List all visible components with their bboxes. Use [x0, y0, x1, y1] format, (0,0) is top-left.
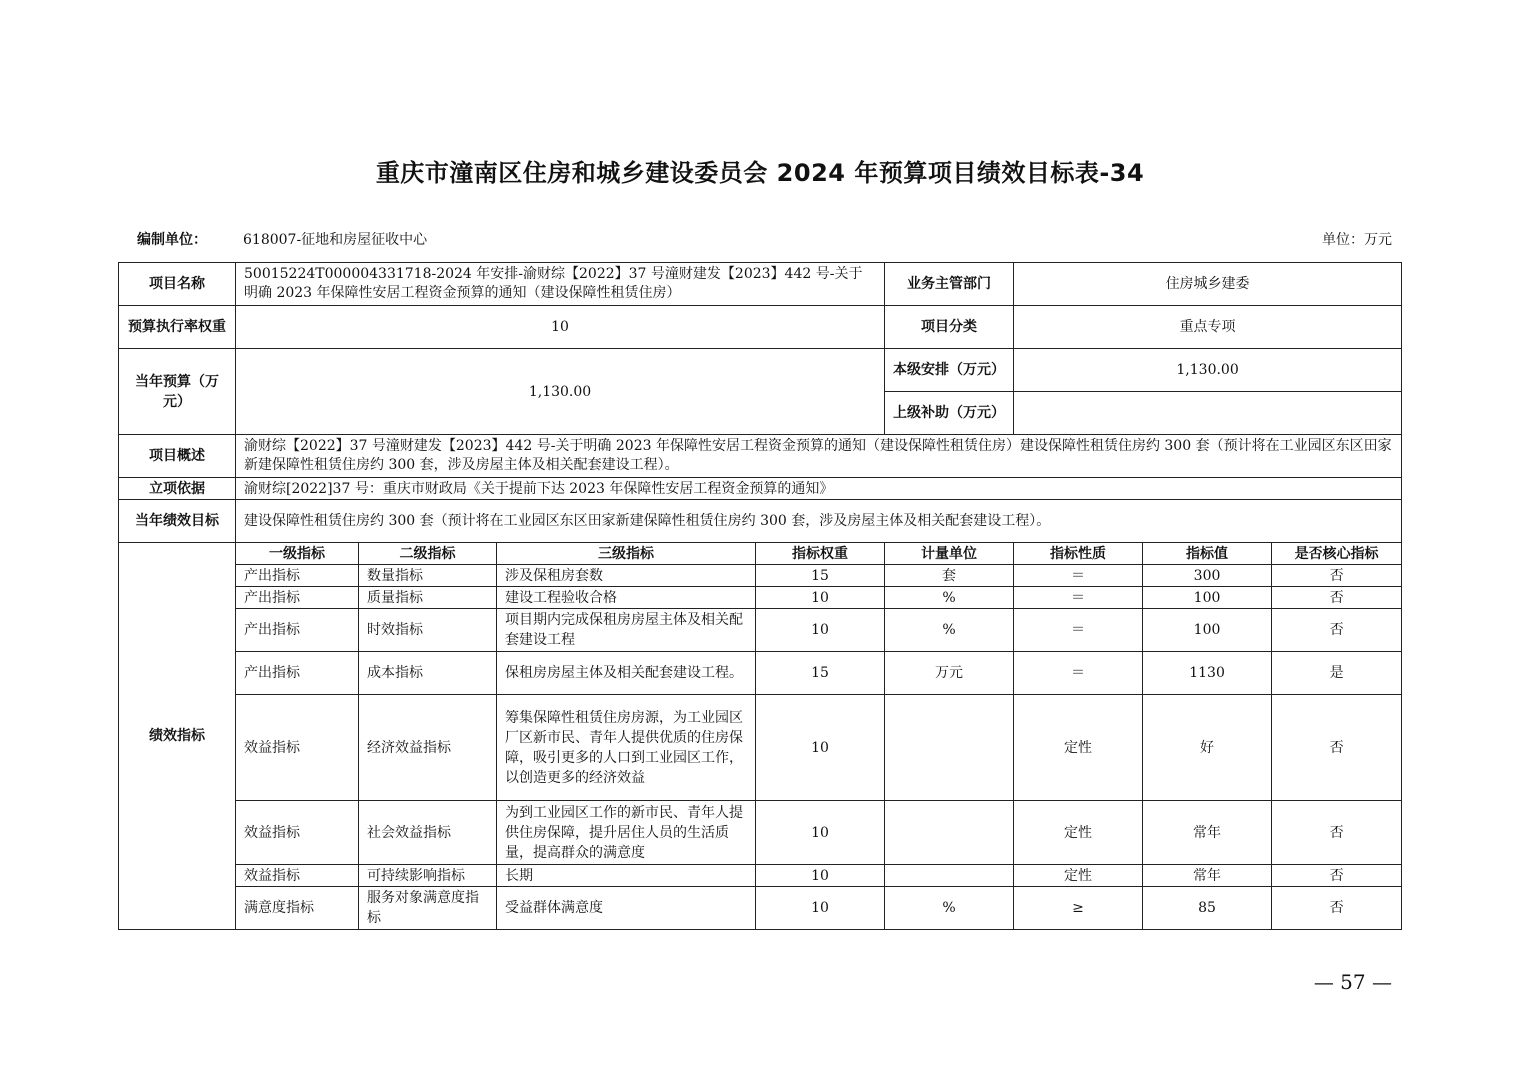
dept-label: 业务主管部门 — [885, 263, 1014, 306]
table-row — [119, 565, 1402, 587]
upper-value — [1014, 392, 1402, 435]
indicator-l1: 满意度指标 — [236, 887, 359, 930]
indicator-l2: 服务对象满意度指标 — [359, 887, 497, 930]
indicator-core: 否 — [1272, 801, 1402, 865]
indicator-nature: ≥ — [1014, 887, 1143, 930]
overview-label: 项目概述 — [119, 435, 236, 478]
dept-value: 住房城乡建委 — [1014, 263, 1402, 306]
indicator-nature: ＝ — [1014, 652, 1143, 695]
indicator-core: 否 — [1272, 609, 1402, 652]
goal-value: 建设保障性租赁住房约 300 套（预计将在工业园区东区田家新建保障性租赁住房约 300 套，涉及房屋主体及相关配套建设工程）。 — [236, 500, 1402, 543]
local-label: 本级安排（万元） — [885, 349, 1014, 392]
indicator-l2: 成本指标 — [359, 652, 497, 695]
indicator-core: 否 — [1272, 695, 1402, 801]
compile-unit-label: 编制单位： — [137, 232, 207, 248]
indicator-header-row — [119, 543, 1402, 565]
row-exec-rate — [119, 306, 1402, 349]
header-l2: 二级指标 — [359, 543, 497, 565]
indicator-l2: 可持续影响指标 — [359, 865, 497, 887]
indicator-nature: ＝ — [1014, 565, 1143, 587]
row-goal — [119, 500, 1402, 543]
compile-unit — [137, 229, 428, 249]
exec-rate-value: 10 — [236, 306, 885, 349]
indicator-l3: 为到工业园区工作的新市民、青年人提供住房保障，提升居住人员的生活质量，提高群众的满意度 — [497, 801, 756, 865]
table-row — [119, 695, 1402, 801]
indicator-l2: 社会效益指标 — [359, 801, 497, 865]
indicator-unit: 万元 — [885, 652, 1014, 695]
indicator-nature: 定性 — [1014, 801, 1143, 865]
indicator-value: 常年 — [1143, 801, 1272, 865]
indicator-nature: ＝ — [1014, 609, 1143, 652]
indicator-l3: 保租房房屋主体及相关配套建设工程。 — [497, 652, 756, 695]
indicator-l1: 产出指标 — [236, 609, 359, 652]
indicator-l1: 产出指标 — [236, 652, 359, 695]
category-label: 项目分类 — [885, 306, 1014, 349]
header-nature: 指标性质 — [1014, 543, 1143, 565]
indicator-value: 好 — [1143, 695, 1272, 801]
category-value: 重点专项 — [1014, 306, 1402, 349]
indicator-unit — [885, 801, 1014, 865]
row-overview — [119, 435, 1402, 478]
header-core: 是否核心指标 — [1272, 543, 1402, 565]
row-budget — [119, 349, 1402, 392]
unit-label: 单位：万元 — [1322, 232, 1392, 248]
indicator-value: 100 — [1143, 587, 1272, 609]
indicator-value: 100 — [1143, 609, 1272, 652]
goal-label: 当年绩效目标 — [119, 500, 236, 543]
header-unit: 计量单位 — [885, 543, 1014, 565]
indicator-nature: ＝ — [1014, 587, 1143, 609]
row-basis — [119, 478, 1402, 500]
header-l1: 一级指标 — [236, 543, 359, 565]
table-row — [119, 801, 1402, 865]
indicator-weight: 10 — [756, 801, 885, 865]
indicator-weight: 10 — [756, 609, 885, 652]
indicator-unit — [885, 865, 1014, 887]
basis-value: 渝财综[2022]37 号：重庆市财政局《关于提前下达 2023 年保障性安居工程资金预算的通知》 — [236, 478, 1402, 500]
indicator-l1: 效益指标 — [236, 695, 359, 801]
indicator-unit — [885, 695, 1014, 801]
indicator-weight: 10 — [756, 695, 885, 801]
indicator-unit: 套 — [885, 565, 1014, 587]
indicator-weight: 10 — [756, 587, 885, 609]
table-row — [119, 652, 1402, 695]
indicator-core: 否 — [1272, 865, 1402, 887]
indicator-unit: % — [885, 609, 1014, 652]
page-number: — 57 — — [1313, 970, 1392, 994]
indicator-core: 否 — [1272, 887, 1402, 930]
table-row — [119, 887, 1402, 930]
indicator-l1: 产出指标 — [236, 587, 359, 609]
indicator-l2: 质量指标 — [359, 587, 497, 609]
page-title: 重庆市潼南区住房和城乡建设委员会 2024 年预算项目绩效目标表-34 — [375, 159, 1145, 187]
indicator-weight: 10 — [756, 865, 885, 887]
indicator-unit: % — [885, 587, 1014, 609]
indicator-l3: 受益群体满意度 — [497, 887, 756, 930]
local-value: 1,130.00 — [1014, 349, 1402, 392]
basis-label: 立项依据 — [119, 478, 236, 500]
upper-label: 上级补助（万元） — [885, 392, 1014, 435]
perf-label: 绩效指标 — [119, 543, 236, 930]
header-value: 指标值 — [1143, 543, 1272, 565]
indicator-weight: 15 — [756, 652, 885, 695]
header-weight: 指标权重 — [756, 543, 885, 565]
indicator-unit: % — [885, 887, 1014, 930]
indicator-value: 300 — [1143, 565, 1272, 587]
indicator-l1: 产出指标 — [236, 565, 359, 587]
indicator-l3: 建设工程验收合格 — [497, 587, 756, 609]
indicator-core: 否 — [1272, 587, 1402, 609]
indicator-l2: 数量指标 — [359, 565, 497, 587]
overview-value: 渝财综【2022】37 号潼财建发【2023】442 号-关于明确 2023 年保障性安居工程资金预算的通知（建设保障性租赁住房）建设保障性租赁住房约 300 套（预计将在工业园区东区田家新建保障性租赁住房约 300 套，涉及房屋主体及相关配套建设工程）。 — [236, 435, 1402, 478]
indicator-l2: 经济效益指标 — [359, 695, 497, 801]
performance-table — [118, 262, 1402, 930]
exec-rate-label: 预算执行率权重 — [119, 306, 236, 349]
table-row — [119, 587, 1402, 609]
budget-value: 1,130.00 — [236, 349, 885, 435]
compile-unit-value: 618007-征地和房屋征收中心 — [243, 232, 428, 248]
indicator-l3: 筹集保障性租赁住房房源，为工业园区厂区新市民、青年人提供优质的住房保障，吸引更多的人口到工业园区工作，以创造更多的经济效益 — [497, 695, 756, 801]
indicator-core: 否 — [1272, 565, 1402, 587]
indicator-l1: 效益指标 — [236, 865, 359, 887]
indicator-value: 85 — [1143, 887, 1272, 930]
indicator-weight: 15 — [756, 565, 885, 587]
indicator-l3: 涉及保租房套数 — [497, 565, 756, 587]
indicator-nature: 定性 — [1014, 695, 1143, 801]
row-project-name — [119, 263, 1402, 306]
indicator-weight: 10 — [756, 887, 885, 930]
indicator-l2: 时效指标 — [359, 609, 497, 652]
indicator-l3: 项目期内完成保租房房屋主体及相关配套建设工程 — [497, 609, 756, 652]
indicator-value: 常年 — [1143, 865, 1272, 887]
indicator-l3: 长期 — [497, 865, 756, 887]
indicator-l1: 效益指标 — [236, 801, 359, 865]
table-row — [119, 609, 1402, 652]
budget-label: 当年预算（万元） — [119, 349, 236, 435]
project-name-label: 项目名称 — [119, 263, 236, 306]
indicator-core: 是 — [1272, 652, 1402, 695]
table-row — [119, 865, 1402, 887]
indicator-value: 1130 — [1143, 652, 1272, 695]
project-name-value: 50015224T000004331718-2024 年安排-渝财综【2022】37 号潼财建发【2023】442 号-关于明确 2023 年保障性安居工程资金预算的通知（建设保障性租赁住房） — [236, 263, 885, 306]
header-l3: 三级指标 — [497, 543, 756, 565]
indicator-nature: 定性 — [1014, 865, 1143, 887]
